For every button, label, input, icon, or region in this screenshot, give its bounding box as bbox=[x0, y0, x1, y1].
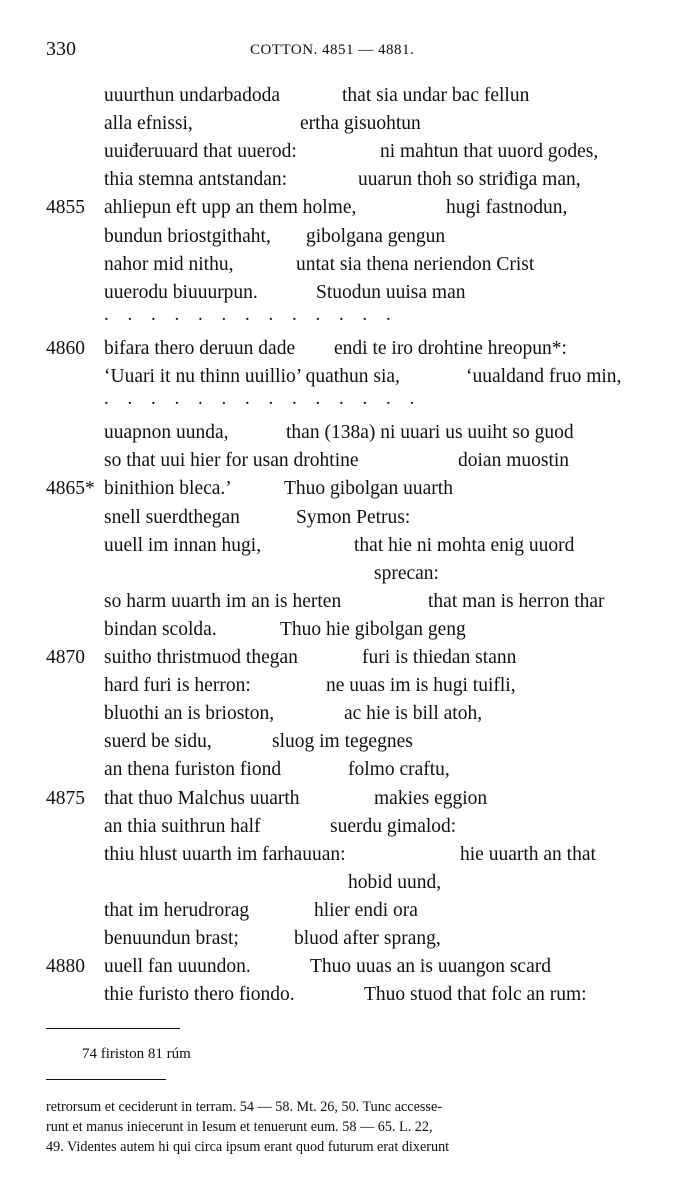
line-number: 4875 bbox=[46, 787, 85, 809]
ellipsis-dots: . . . . . . . . . . . . . bbox=[104, 303, 391, 325]
first-half-line: that im herudrorag bbox=[104, 899, 250, 921]
second-half-line: ertha gisuohtun bbox=[300, 113, 421, 135]
first-half-line: bindan scolda. bbox=[104, 618, 217, 640]
second-half-line: ac hie is bill atoh, bbox=[344, 703, 483, 725]
first-half-line: bluothi an is brioston, bbox=[104, 703, 275, 725]
second-half-line: sprecan: bbox=[374, 562, 439, 584]
line-number: 4860 bbox=[46, 337, 85, 359]
second-half-line: Thuo gibolgan uuarth bbox=[284, 478, 453, 500]
second-half-line: Stuodun uuisa man bbox=[316, 281, 466, 303]
second-half-line: hlier endi ora bbox=[314, 899, 418, 921]
verse-line bbox=[0, 475, 687, 503]
first-half-line: uuapnon uunda, bbox=[104, 422, 229, 444]
verse-line bbox=[0, 166, 687, 194]
line-number: 4865* bbox=[46, 478, 95, 500]
second-half-line: suerdu gimalod: bbox=[330, 815, 457, 837]
first-half-line: that thuo Malchus uuarth bbox=[104, 787, 300, 809]
verse-line bbox=[0, 897, 687, 925]
verse-line bbox=[0, 419, 687, 447]
apparatus-note: 74 firiston 81 rúm bbox=[82, 1046, 191, 1062]
verse-line bbox=[0, 335, 687, 363]
verse-line bbox=[0, 532, 687, 560]
second-half-line: that sia undar bac fellun bbox=[342, 85, 530, 106]
first-half-line: bifara thero deruun dade bbox=[104, 337, 296, 359]
second-half-line: untat sia thena neriendon Crist bbox=[296, 253, 535, 275]
first-half-line: so harm uuarth im an is herten bbox=[104, 590, 342, 612]
ellipsis-dots: . . . . . . . . . . . . . . bbox=[104, 388, 415, 410]
footnote-rule-top bbox=[46, 1028, 180, 1029]
first-half-line: thia stemna antstandan: bbox=[104, 169, 288, 191]
first-half-line: uuurthun undarbadoda bbox=[104, 85, 280, 106]
first-half-line: binithion bleca.’ bbox=[104, 478, 232, 500]
verse-line bbox=[0, 700, 687, 728]
first-half-line: bundun briostgithaht, bbox=[104, 225, 271, 247]
verse-line bbox=[0, 841, 687, 869]
verse-line bbox=[0, 925, 687, 953]
footnote-rule-bottom bbox=[46, 1079, 166, 1080]
running-head: COTTON. 4851 — 4881. bbox=[250, 42, 415, 58]
verse-line bbox=[0, 756, 687, 784]
second-half-line: ne uuas im is hugi tuifli, bbox=[326, 675, 516, 697]
second-half-line: furi is thiedan stann bbox=[362, 647, 517, 668]
second-half-line: gibolgana gengun bbox=[306, 225, 446, 247]
verse-line bbox=[0, 644, 687, 672]
verse-line bbox=[0, 785, 687, 813]
second-half-line: hie uuarth an that bbox=[460, 843, 596, 865]
verse-line bbox=[0, 672, 687, 700]
verse-line bbox=[0, 981, 687, 1009]
verse-line bbox=[0, 110, 687, 138]
second-half-line: hugi fastnodun, bbox=[446, 197, 568, 219]
first-half-line: uuerodu biuuurpun. bbox=[104, 281, 258, 303]
first-half-line: uuell im innan hugi, bbox=[104, 534, 262, 556]
first-half-line: uuell fan uuundon. bbox=[104, 956, 251, 978]
verse-line bbox=[0, 560, 687, 588]
first-half-line: ahliepun eft upp an them holme, bbox=[104, 197, 357, 219]
first-half-line: uuiđeruuard that uuerod: bbox=[104, 141, 297, 163]
second-half-line: that man is herron thar bbox=[428, 590, 605, 612]
verse-line bbox=[0, 447, 687, 475]
verse-line bbox=[0, 82, 687, 110]
second-half-line: that hie ni mohta enig uuord bbox=[354, 534, 575, 556]
first-half-line: ‘Uuari it nu thinn uuillio’ quathun sia, bbox=[104, 366, 400, 387]
second-half-line: folmo craftu, bbox=[348, 759, 450, 781]
first-half-line: an thena furiston fiond bbox=[104, 759, 282, 781]
second-half-line: Thuo hie gibolgan geng bbox=[280, 618, 466, 640]
first-half-line: hard furi is herron: bbox=[104, 675, 251, 697]
second-half-line: Thuo stuod that folc an rum: bbox=[364, 984, 587, 1006]
first-half-line: suerd be sidu, bbox=[104, 731, 212, 753]
lacuna-dots bbox=[0, 388, 687, 419]
verse-line bbox=[0, 194, 687, 222]
line-number: 4870 bbox=[46, 647, 85, 668]
first-half-line: an thia suithrun half bbox=[104, 815, 261, 837]
verse-line bbox=[0, 869, 687, 897]
first-half-line: snell suerdthegan bbox=[104, 506, 240, 528]
first-half-line: alla efnissi, bbox=[104, 113, 193, 135]
second-half-line: hobid uund, bbox=[348, 871, 442, 893]
second-half-line: Thuo uuas an is uuangon scard bbox=[310, 956, 551, 978]
line-number: 4880 bbox=[46, 956, 85, 978]
verse-line bbox=[0, 504, 687, 532]
footnote-line: 49. Videntes autem hi qui circa ipsum erant quod futurum erat dixerunt bbox=[46, 1139, 450, 1155]
second-half-line: ‘uualdand fruo min, bbox=[466, 366, 622, 387]
line-number: 4855 bbox=[46, 197, 85, 219]
verse-line bbox=[0, 813, 687, 841]
verse-line bbox=[0, 138, 687, 166]
second-half-line: ni mahtun that uuord godes, bbox=[380, 141, 599, 163]
verse-line bbox=[0, 728, 687, 756]
second-half-line: endi te iro drohtine hreopun*: bbox=[334, 337, 567, 359]
footnote-line: runt et manus iniecerunt in Iesum et tenuerunt eum. 58 — 65. L. 22, bbox=[46, 1119, 433, 1135]
verse-line bbox=[0, 251, 687, 279]
first-half-line: nahor mid nithu, bbox=[104, 253, 234, 275]
second-half-line: uuarun thoh so striđiga man, bbox=[358, 169, 581, 191]
second-half-line: sluog im tegegnes bbox=[272, 731, 413, 753]
latin-footnote bbox=[46, 1097, 638, 1157]
second-half-line: doian muostin bbox=[458, 450, 570, 472]
second-half-line: makies eggion bbox=[374, 787, 488, 809]
second-half-line: Symon Petrus: bbox=[296, 506, 411, 528]
verse-line bbox=[0, 953, 687, 981]
verse-line bbox=[0, 588, 687, 616]
verse-line bbox=[0, 616, 687, 644]
first-half-line: suitho thristmuod thegan bbox=[104, 647, 298, 668]
lacuna-dots bbox=[0, 303, 687, 335]
second-half-line: than (138a) ni uuari us uuiht so guod bbox=[286, 422, 574, 444]
page-number: 330 bbox=[46, 38, 76, 60]
first-half-line: thiu hlust uuarth im farhauuan: bbox=[104, 843, 346, 865]
footnote-line: retrorsum et ceciderunt in terram. 54 — 58. Mt. 26, 50. Tunc accesse- bbox=[46, 1099, 442, 1115]
second-half-line: bluod after sprang, bbox=[294, 928, 441, 949]
first-half-line: so that uui hier for usan drohtine bbox=[104, 450, 359, 472]
first-half-line: benuundun brast; bbox=[104, 928, 239, 949]
first-half-line: thie furisto thero fiondo. bbox=[104, 984, 295, 1006]
verse-line bbox=[0, 223, 687, 251]
